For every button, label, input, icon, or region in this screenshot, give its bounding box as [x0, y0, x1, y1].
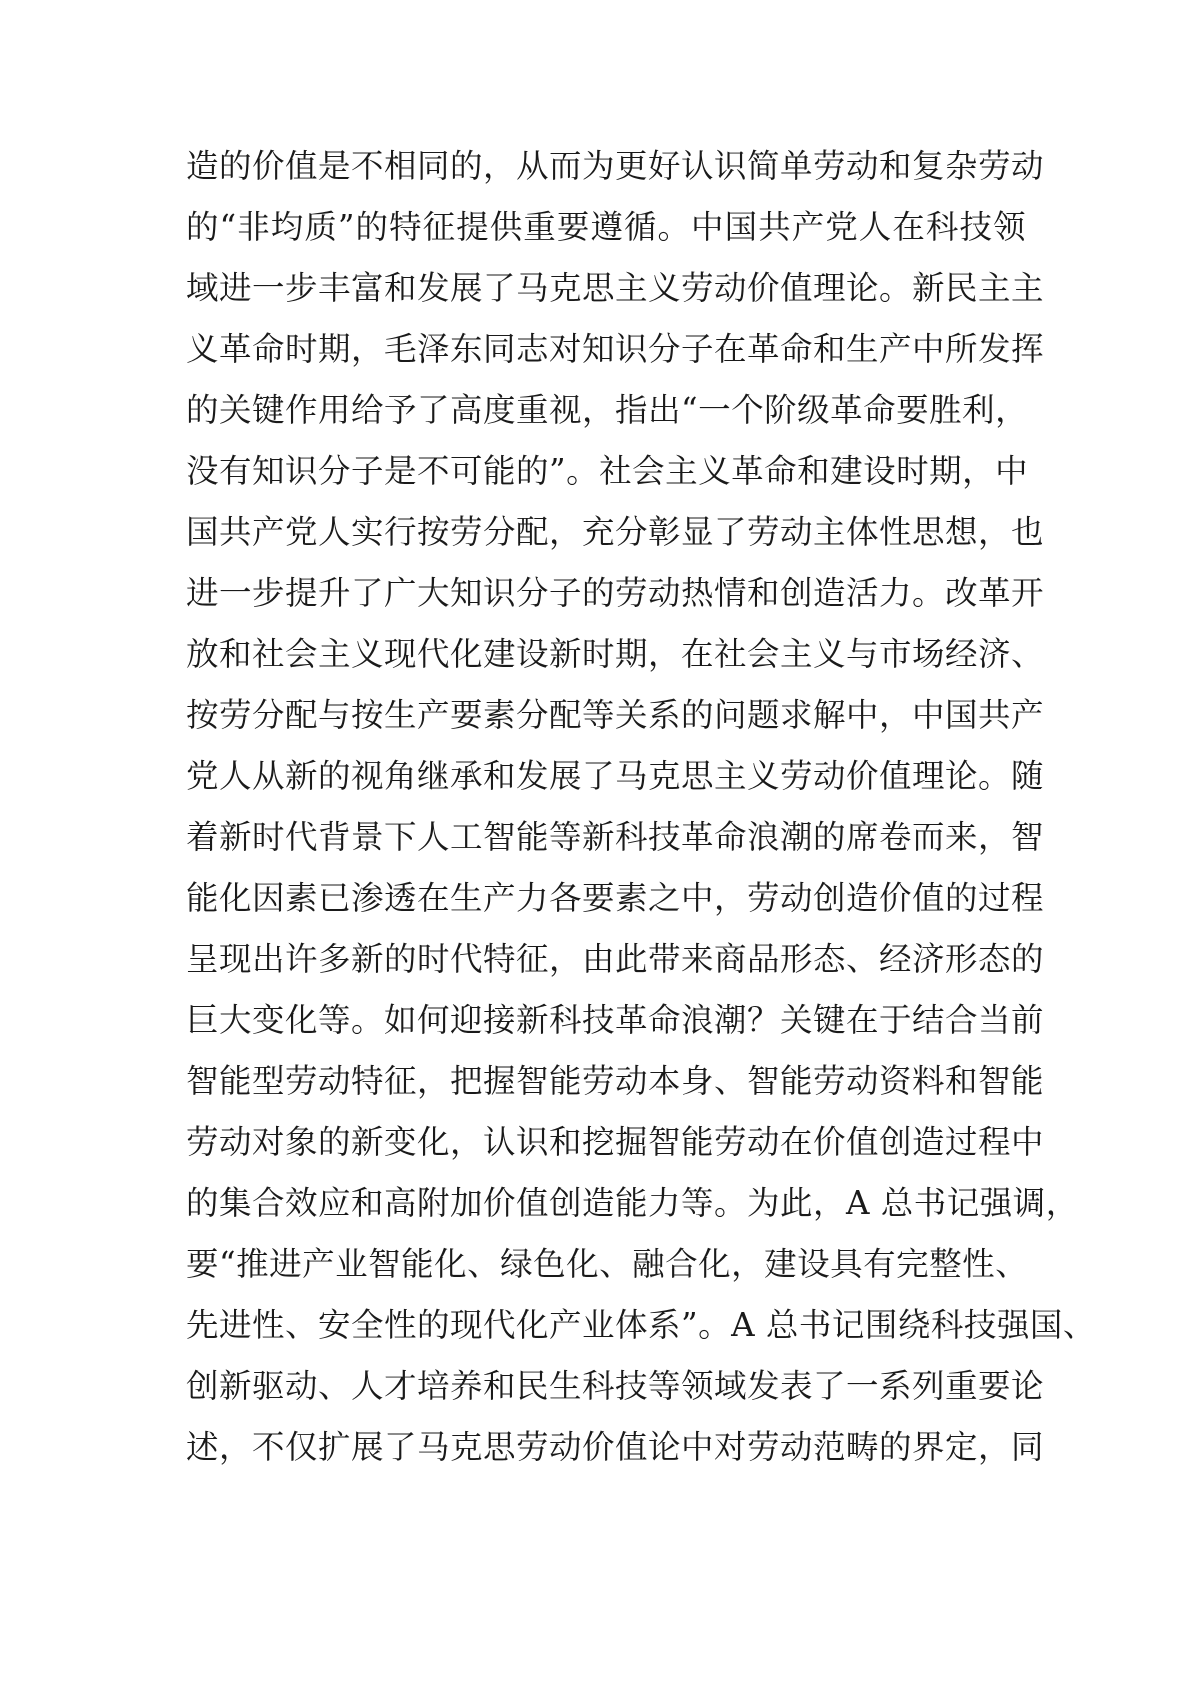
text-line: 创新驱动、人才培养和民生科技等领域发表了一系列重要论 — [186, 1367, 1045, 1405]
text-line: 呈现出许多新的时代特征，由此带来商品形态、经济形态的 — [186, 940, 1045, 978]
text-line: 造的价值是不相同的，从而为更好认识简单劳动和复杂劳动 — [186, 147, 1045, 185]
text-line: 的关键作用给予了高度重视，指出“一个阶级革命要胜利， — [186, 391, 1029, 429]
text-line: 能化因素已渗透在生产力各要素之中，劳动创造价值的过程 — [186, 879, 1045, 917]
text-line: 义革命时期，毛泽东同志对知识分子在革命和生产中所发挥 — [186, 330, 1045, 368]
body-paragraph — [186, 136, 1096, 1478]
text-line: 党人从新的视角继承和发展了马克思主义劳动价值理论。随 — [186, 757, 1045, 795]
text-line: 没有知识分子是不可能的”。社会主义革命和建设时期，中 — [186, 452, 1029, 490]
text-line: 域进一步丰富和发展了马克思主义劳动价值理论。新民主主 — [186, 269, 1045, 307]
text-line: 按劳分配与按生产要素分配等关系的问题求解中，中国共产 — [186, 696, 1045, 734]
text-line: 述，不仅扩展了马克思劳动价值论中对劳动范畴的界定，同 — [186, 1428, 1045, 1466]
text-line: 的集合效应和高附加价值创造能力等。为此，A 总书记强调， — [186, 1184, 1079, 1222]
text-line: 着新时代背景下人工智能等新科技革命浪潮的席卷而来，智 — [186, 818, 1045, 856]
text-line: 的“非均质”的特征提供重要遵循。中国共产党人在科技领 — [186, 208, 1026, 246]
text-line: 放和社会主义现代化建设新时期，在社会主义与市场经济、 — [186, 635, 1045, 673]
text-line: 劳动对象的新变化，认识和挖掘智能劳动在价值创造过程中 — [186, 1123, 1045, 1161]
text-line: 巨大变化等。如何迎接新科技革命浪潮？关键在于结合当前 — [186, 1001, 1045, 1039]
text-line: 进一步提升了广大知识分子的劳动热情和创造活力。改革开 — [186, 574, 1045, 612]
text-line: 国共产党人实行按劳分配，充分彰显了劳动主体性思想，也 — [186, 513, 1045, 551]
text-line: 先进性、安全性的现代化产业体系”。A 总书记围绕科技强国、 — [186, 1306, 1096, 1344]
text-line: 要“推进产业智能化、绿色化、融合化，建设具有完整性、 — [186, 1245, 1029, 1283]
text-line: 智能型劳动特征，把握智能劳动本身、智能劳动资料和智能 — [186, 1062, 1045, 1100]
